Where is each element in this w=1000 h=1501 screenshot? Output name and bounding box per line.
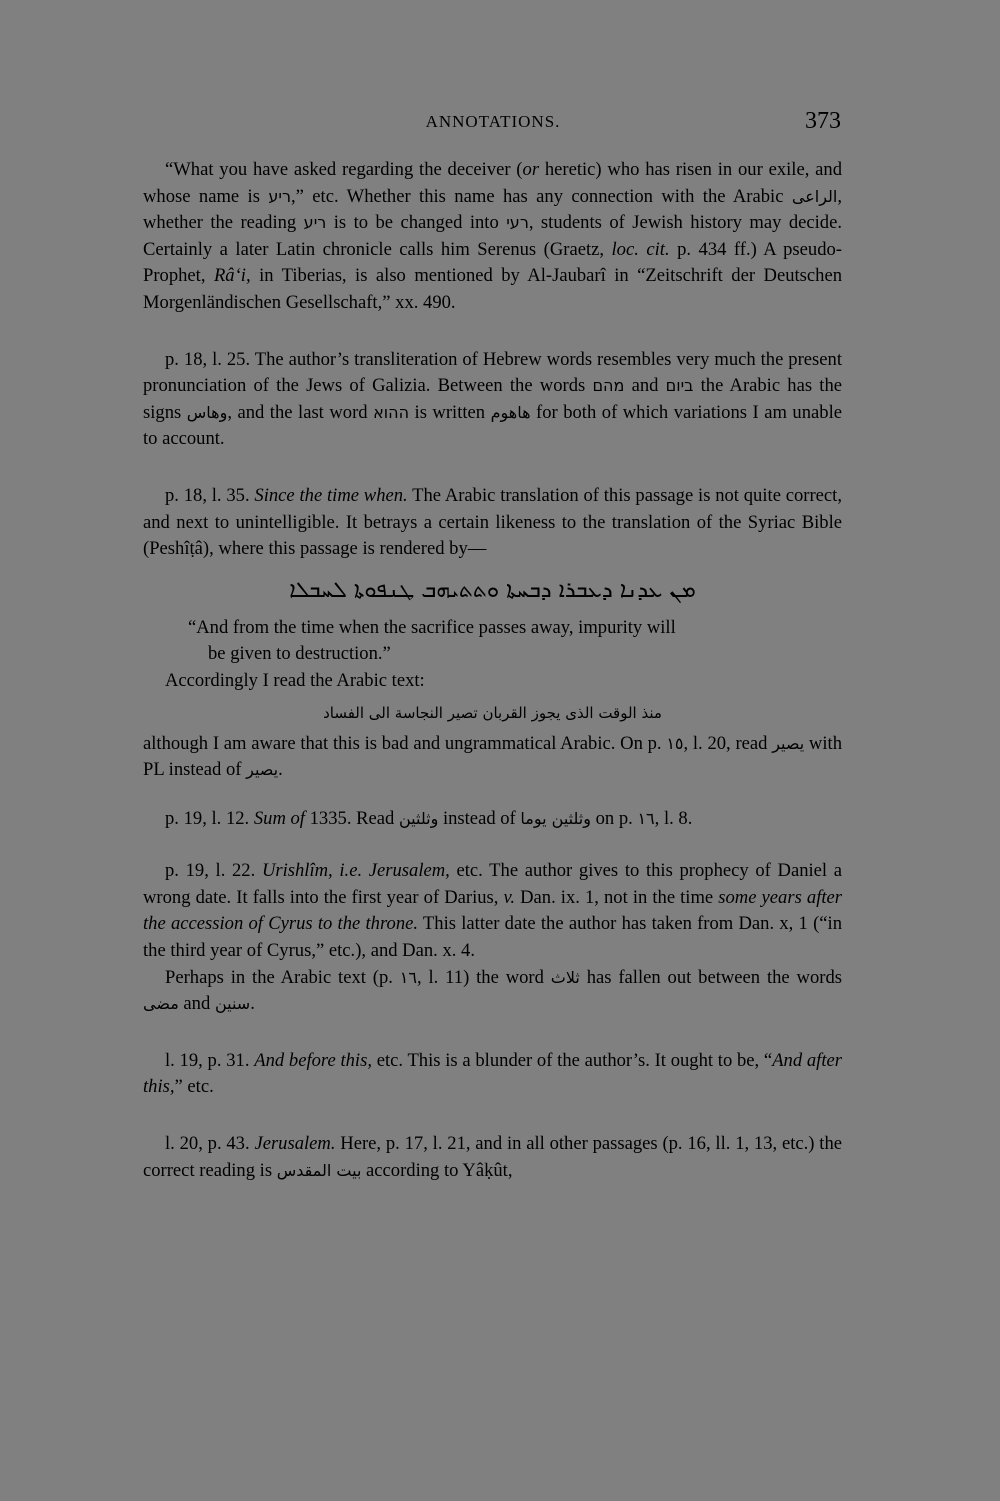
text: “What you have asked regarding the deceiver ( — [165, 159, 523, 180]
arabic-word: الراعى — [791, 186, 838, 206]
text: , l. 20, read — [683, 732, 773, 754]
text-italic: Râ‘i, — [213, 265, 251, 287]
text: . — [250, 993, 255, 1015]
text: ,” etc. Whether this name has any connection with the Arabic — [290, 185, 792, 207]
paragraph-before-this — [143, 1048, 842, 1101]
text: p. 18, l. 35. — [165, 484, 255, 506]
paragraph-jerusalem — [143, 1131, 842, 1184]
paragraph-perhaps — [143, 965, 842, 1018]
accordingly-line: Accordingly I read the Arabic text: — [165, 669, 425, 691]
arabic-word: يصير — [246, 760, 279, 780]
text: . — [278, 759, 283, 781]
text-italic: Sum of — [253, 807, 305, 829]
text: on p. — [590, 807, 638, 829]
text-italic: And before this, — [254, 1049, 372, 1071]
text: heretic) who has risen in our exile, and whose name is — [143, 159, 842, 207]
text: according to Yâḳût, — [361, 1159, 513, 1181]
text: p. 19, l. 22. — [165, 860, 262, 882]
hebrew-word: רעי — [506, 213, 529, 233]
text: ” etc. — [174, 1076, 214, 1098]
text-italic: Urishlîm, i.e. Jerusalem, — [261, 860, 450, 882]
quote-line: be given to destruction.” — [208, 643, 391, 665]
text: although I am aware that this is bad and ungrammatical Arabic. On p. — [143, 732, 667, 754]
arabic-numeral: ١٦ — [637, 808, 655, 828]
arabic-numeral: ١٦ — [399, 967, 417, 987]
text: , whether the reading — [143, 185, 842, 234]
hebrew-word: ריע — [268, 186, 291, 206]
paragraph-sum-of — [143, 806, 842, 833]
text: is written — [409, 401, 491, 423]
text: in Tiberias, is also mentioned by Al-Jaubarî in “Zeitschrift der Deutschen Morgenländischen Gesellschaft,” xx. 490. — [143, 265, 842, 313]
english-quotation — [188, 615, 842, 668]
arabic-word: وثلثين — [398, 808, 439, 828]
text: instead of — [438, 807, 521, 829]
text-italic: loc. cit. — [611, 238, 670, 260]
syriac-quotation: ܡܢ ܥܕܢܐ ܕܥܒܪܐ ܕܒܚܬܐ ܘܬܬܝܗܒ ܛܢܦܘܬܐ ܠܚܒܠܐ — [289, 577, 696, 603]
text: The Arabic translation of this passage is not quite correct, and next to unintelligible. It betrays a certain likeness to the translation of the Syriac Bible (Peshîṭâ), where this passage is rendered by— — [143, 484, 842, 560]
paragraph-ungrammatical — [143, 731, 842, 784]
text: etc. This is a blunder of the author’s. It ought to be, “ — [371, 1049, 773, 1071]
page-number: 373 — [805, 108, 841, 134]
text: p. 18, l. 25. The author’s transliteration of Hebrew words resembles very much the present pronunciation of the Jews of Galizia. Between the words — [143, 348, 842, 397]
text: l. 19, p. 31. — [165, 1049, 255, 1071]
paragraph-urishlim — [143, 858, 842, 964]
running-head: ANNOTATIONS. — [425, 112, 561, 131]
text: Perhaps in the Arabic text (p. — [165, 966, 400, 988]
text: with PL instead of — [143, 732, 842, 781]
text-italic: Since the time when. — [254, 484, 408, 506]
annotations-body — [143, 157, 842, 1184]
text: , l. 8. — [654, 807, 693, 829]
text: , and the last word — [227, 401, 374, 423]
text: 1335. Read — [304, 807, 399, 829]
text-italic: v. — [503, 886, 516, 908]
text: etc. The author gives to this prophecy of Daniel a wrong date. It falls into the first year of Darius, — [143, 860, 842, 908]
arabic-numeral: ١٥ — [666, 733, 684, 753]
hebrew-word: ריע — [303, 213, 327, 233]
text: This latter date the author has taken from Dan. x, 1 (“in the third year of Cyrus,” etc.), and Dan. x. 4. — [143, 913, 842, 962]
arabic-word: بيت المقدس — [276, 1160, 362, 1180]
quote-line: “And from the time when the sacrifice passes away, impurity will — [188, 616, 676, 638]
text-italic: Jerusalem. — [254, 1133, 336, 1155]
text: , l. 11) the word — [416, 966, 551, 988]
hebrew-word: ההוא — [373, 402, 410, 422]
text: is to be changed into — [326, 212, 507, 234]
text: has fallen out between the words — [579, 966, 842, 988]
text: p. 434 ff.) A pseudo-Prophet, — [143, 238, 843, 287]
text: for both of which variations I am unable to account. — [143, 401, 842, 450]
text: and — [624, 375, 666, 397]
arabic-quotation: منذ الوقت الذى يجوز القربان تصير النجاسة الى الفساد — [323, 703, 662, 722]
text-italic: And after this, — [143, 1049, 842, 1098]
text-italic: or — [522, 159, 540, 180]
page-header — [143, 108, 843, 138]
paragraph-since-the-time — [143, 483, 842, 563]
hebrew-word: ביום — [665, 376, 694, 396]
text: p. 19, l. 12. — [165, 807, 254, 829]
arabic-word: وهاس — [186, 402, 228, 422]
hebrew-word: מהם — [592, 376, 625, 396]
text: the Arabic has the signs — [143, 375, 842, 423]
arabic-word: مضى — [143, 994, 179, 1014]
paragraph-transliteration — [143, 347, 842, 453]
text: and — [178, 993, 215, 1015]
arabic-word: وثلثين يوما — [520, 808, 591, 828]
paragraph-deceiver — [143, 157, 842, 317]
text: l. 20, p. 43. — [165, 1133, 255, 1155]
arabic-word: يصير — [772, 733, 805, 753]
text-italic: some years after the accession of Cyrus to the throne. — [143, 886, 843, 935]
arabic-word: سنين — [214, 994, 251, 1014]
text: Here, p. 17, l. 21, and in all other passages (p. 16, ll. 1, 13, etc.) the correct reading is — [143, 1133, 842, 1181]
text: Dan. ix. 1, not in the time — [515, 886, 719, 908]
arabic-word: ثلاث — [550, 967, 580, 987]
arabic-word: هاهوم — [490, 402, 531, 422]
text: , students of Jewish history may decide. Certainly a later Latin chronicle calls him Serenus (Graetz, — [143, 212, 842, 260]
